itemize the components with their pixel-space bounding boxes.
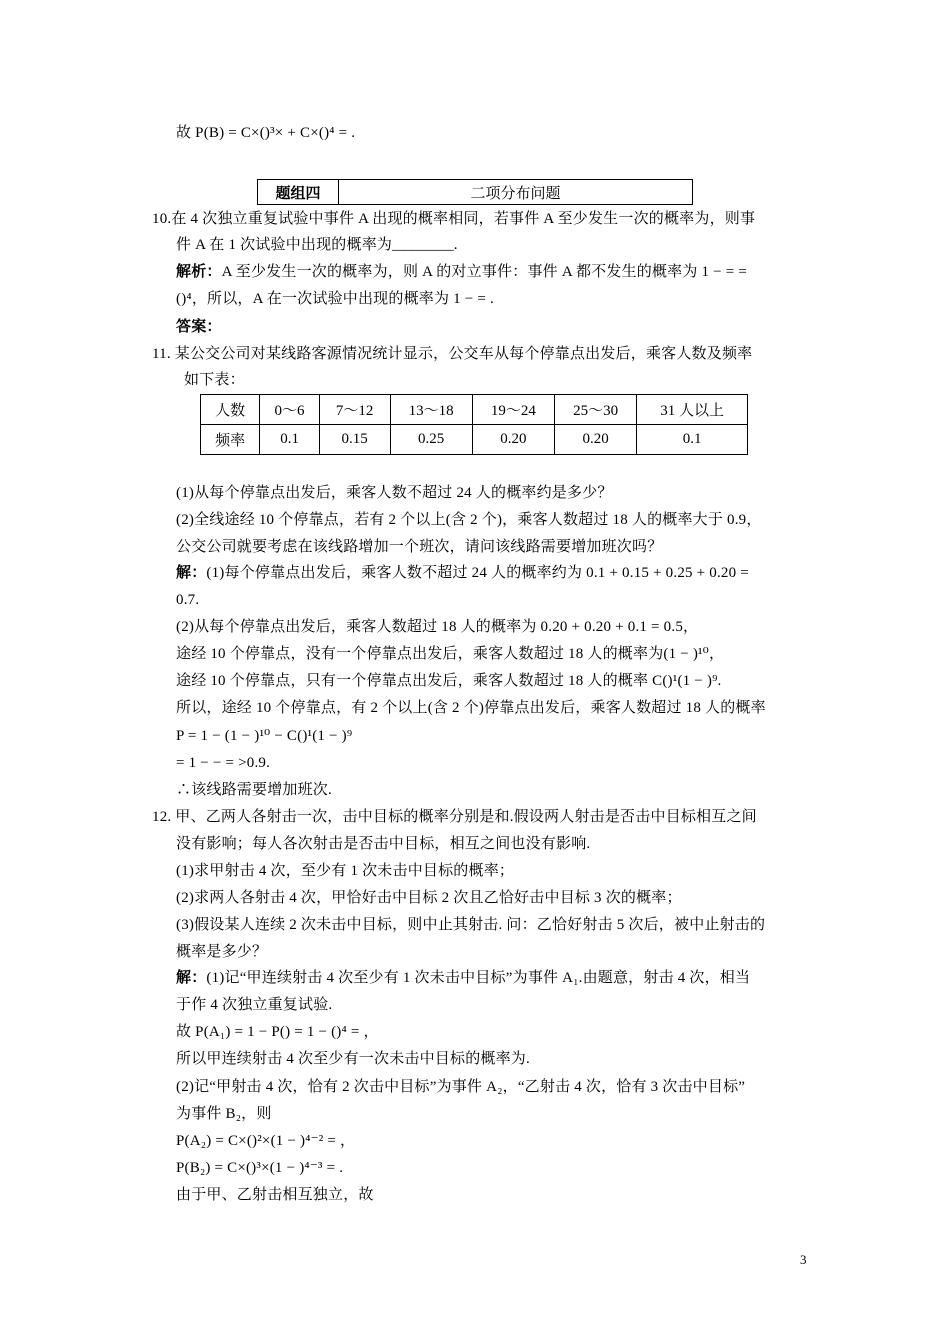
table-cell: 0.20: [472, 425, 554, 455]
text-line: (2)求两人各射击 4 次，甲恰好击中目标 2 次且乙恰好击中目标 3 次的概率；: [176, 890, 682, 906]
question-11-line: 11. 某公交公司对某线路客源情况统计显示，公交车从每个停靠点出发后，乘客人数及频率: [152, 346, 753, 362]
table-cell: 19～24: [472, 395, 554, 425]
table-cell: 25～30: [554, 395, 636, 425]
table-cell: 7～12: [319, 395, 390, 425]
page-number: 3: [800, 1252, 807, 1267]
text-line: P = 1 − (1 − )¹⁰ − C()¹(1 − )⁹: [176, 728, 353, 744]
question-11-line: 如下表：: [184, 372, 245, 388]
text-line: (2)从每个停靠点出发后，乘客人数超过 18 人的概率为 0.20 + 0.20 + 0.1 = 0.5，: [176, 619, 699, 635]
text-line: 故 P(A₁) = 1 − P() = 1 − ()⁴ = ，: [176, 1024, 379, 1040]
group-label: 题组四: [258, 180, 339, 205]
text-line: P(B₂) = C×()³×(1 − )⁴⁻³ = .: [176, 1160, 344, 1176]
table-cell: 0.15: [319, 425, 390, 455]
text-line: 故 P(B) = C×()³× + C×()⁴ = .: [176, 125, 356, 141]
solution-text: (1)每个停靠点出发后，乘客人数不超过 24 人的概率约为 0.1 + 0.15 + 0.25 + 0.20 =: [206, 565, 749, 581]
text-line: P(A₂) = C×()²×(1 − )⁴⁻² = ，: [176, 1133, 356, 1149]
text-line: 途经 10 个停靠点，只有一个停靠点出发后，乘客人数超过 18 人的概率 C()¹(1 − )⁹.: [176, 673, 722, 689]
text-line: ∴该线路需要增加班次.: [176, 782, 332, 798]
text-line: 公交公司就要考虑在该线路增加一个班次，请问该线路需要增加班次吗？: [176, 539, 663, 555]
table-row: [201, 425, 748, 455]
text-line: (1)求甲射击 4 次，至少有 1 次未击中目标的概率；: [176, 863, 515, 879]
text-line: 0.7.: [176, 592, 200, 608]
text-line: 于作 4 次独立重复试验.: [176, 997, 333, 1013]
question-10-line: 10.在 4 次独立重复试验中事件 A 出现的概率相同，若事件 A 至少发生一次的概率为，则事: [152, 211, 756, 227]
table-cell: 0.25: [390, 425, 472, 455]
solution-label: 解：: [176, 970, 207, 986]
table-cell: 0.1: [637, 425, 748, 455]
analysis-text: A 至少发生一次的概率为，则 A 的对立事件：事件 A 都不发生的概率为 1 − = =: [221, 264, 748, 280]
answer-label: 答案：: [176, 319, 222, 335]
question-12-line: 12. 甲、乙两人各射击一次，击中目标的概率分别是和.假设两人射击是否击中目标相互之间: [152, 809, 757, 825]
text-line: 途经 10 个停靠点，没有一个停靠点出发后，乘客人数超过 18 人的概率为(1 − )¹⁰，: [176, 646, 725, 662]
text-line: = 1 − − = >0.9.: [176, 755, 271, 771]
frequency-table: [200, 394, 748, 455]
analysis-line: ()⁴，所以，A 在一次试验中出现的概率为 1 − = .: [176, 291, 494, 307]
solution-line: [176, 562, 749, 584]
group-header-table: [257, 179, 693, 205]
text-line: (2)全线途经 10 个停靠点，若有 2 个以上(含 2 个)，乘客人数超过 18 人的概率大于 0.9，: [176, 512, 762, 528]
text-line: 没有影响；每人各次射击是否击中目标，相互之间也没有影响.: [176, 836, 591, 852]
solution-text: (1)记“甲连续射击 4 次至少有 1 次未击中目标”为事件 A₁.由题意，射击 4 次，相当: [206, 970, 751, 986]
table-row: [201, 395, 748, 425]
text-line: (2)记“甲射击 4 次，恰有 2 次击中目标”为事件 A₂，“乙射击 4 次，恰有 3 次击中目标”: [176, 1079, 746, 1095]
text-line: 由于甲、乙射击相互独立，故: [176, 1187, 374, 1203]
question-10-line: 件 A 在 1 次试验中出现的概率为________.: [176, 237, 458, 253]
text-line: (3)假设某人连续 2 次未击中目标，则中止其射击. 问：乙恰好射击 5 次后，被中止射击的: [176, 917, 766, 933]
analysis-label: 解析：: [176, 264, 222, 280]
table-cell: 13～18: [390, 395, 472, 425]
table-cell: 人数: [201, 395, 260, 425]
solution-line: [176, 967, 750, 989]
text-line: (1)从每个停靠点出发后，乘客人数不超过 24 人的概率约是多少？: [176, 485, 613, 501]
text-line: 为事件 B₂，则: [176, 1106, 272, 1122]
table-cell: 0～6: [260, 395, 319, 425]
table-cell: 0.20: [554, 425, 636, 455]
text-line: 所以甲连续射击 4 次至少有一次未击中目标的概率为.: [176, 1051, 530, 1067]
analysis-line: [176, 261, 747, 283]
table-cell: 频率: [201, 425, 260, 455]
text-line: 概率是多少？: [176, 944, 268, 960]
text-line: 所以，途经 10 个停靠点，有 2 个以上(含 2 个)停靠点出发后，乘客人数超过 18 人的概率: [176, 700, 766, 716]
table-cell: 0.1: [260, 425, 319, 455]
solution-label: 解：: [176, 565, 207, 581]
table-cell: 31 人以上: [637, 395, 748, 425]
group-title: 二项分布问题: [339, 180, 693, 205]
